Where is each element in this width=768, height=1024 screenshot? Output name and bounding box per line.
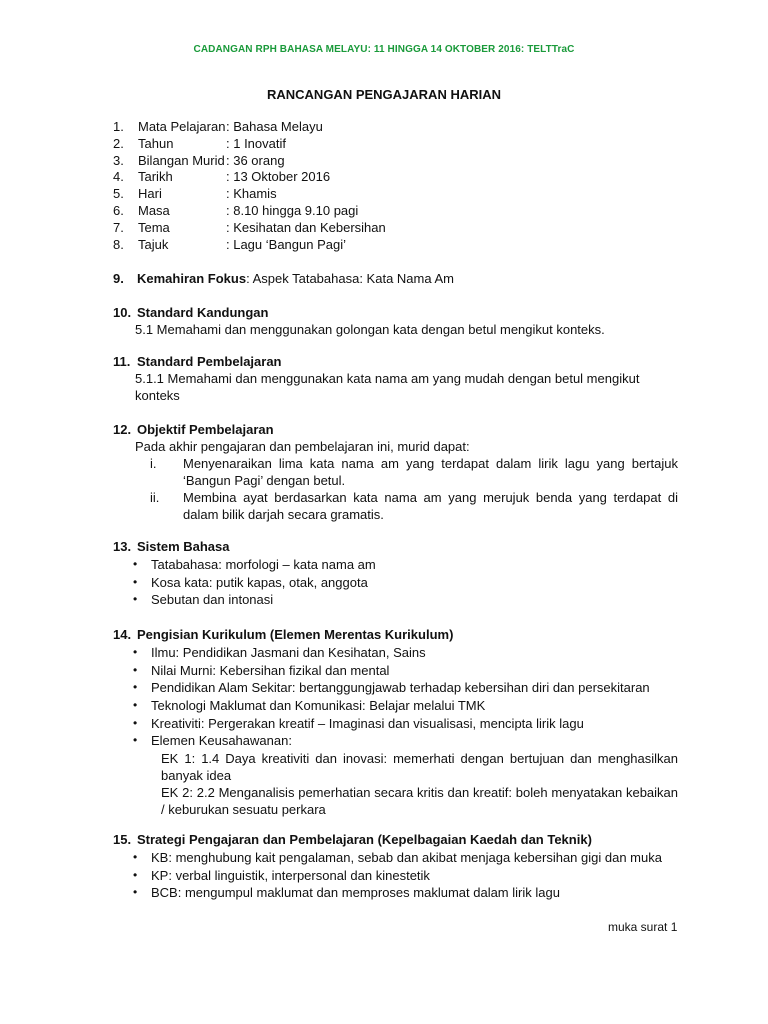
list-item: • KP: verbal linguistik, interpersonal dan kinestetik	[113, 867, 678, 885]
list-item: • Kreativiti: Pergerakan kreatif – Imaginasi dan visualisasi, mencipta lirik lagu	[113, 715, 678, 733]
section-learning-objectives: 12. Objektif Pembelajaran Pada akhir pengajaran dan pembelajaran ini, murid dapat: i. Menyenaraikan lima kata nama am yang terdapat dalam lirik lagu yang bertajuk ‘Bangun Pagi’ dengan betul. ii. Membina ayat berdasarkan kata nama am yang merujuk benda yang terdapat di dalam bilik darjah secara gramatis.	[113, 422, 678, 522]
section-title: Standard Kandungan	[137, 305, 269, 320]
list-item: • Kosa kata: putik kapas, otak, anggota	[113, 574, 678, 592]
section-teaching-strategy: 15. Strategi Pengajaran dan Pembelajaran (Kepelbagaian Kaedah dan Teknik) • KB: menghubung kait pengalaman, sebab dan akibat menjaga kebersihan gigi dan muka • KP: verbal linguistik, interpersonal dan kinestetik • BCB: mengumpul maklumat dan memproses maklumat dalam lirik lagu	[113, 831, 678, 902]
section-text-line-2: konteks	[135, 388, 180, 403]
bullet-icon: •	[133, 592, 138, 607]
list-item: • Nilai Murni: Kebersihan fizikal dan mental	[113, 662, 678, 680]
list-item: • KB: menghubung kait pengalaman, sebab dan akibat menjaga kebersihan gigi dan muka	[113, 849, 678, 867]
bullet-icon: •	[133, 867, 138, 882]
bullet-icon: •	[133, 698, 138, 713]
bullet-list	[113, 849, 678, 902]
list-item: • Elemen Keusahawanan:	[113, 732, 678, 750]
bullet-icon: •	[133, 850, 138, 864]
bullet-list	[113, 644, 678, 750]
info-row-pupils: 3. Bilangan Murid : 36 orang	[113, 152, 285, 168]
bullet-icon: •	[133, 645, 138, 659]
section-title: Pengisian Kurikulum (Elemen Merentas Kurikulum)	[137, 627, 454, 642]
bullet-icon: •	[133, 885, 138, 900]
objective-item: ii. Membina ayat berdasarkan kata nama am yang merujuk benda yang terdapat di dalam bilik darjah secara gramatis.	[150, 490, 678, 522]
info-row-subject: 1. Mata Pelajaran : Bahasa Melayu	[113, 119, 323, 134]
bullet-icon: •	[133, 715, 138, 730]
lesson-info-list	[113, 118, 673, 252]
bullet-icon: •	[133, 733, 138, 748]
info-row-date: 4. Tarikh : 13 Oktober 2016	[113, 169, 331, 185]
list-item: • Teknologi Maklumat dan Komunikasi: Belajar melalui TMK	[113, 697, 678, 715]
list-item: • Ilmu: Pendidikan Jasmani dan Kesihatan, Sains	[113, 644, 678, 662]
list-item: • Tatabahasa: morfologi – kata nama am	[113, 556, 678, 574]
list-item: • BCB: mengumpul maklumat dan memproses maklumat dalam lirik lagu	[113, 884, 678, 902]
section-title: Standard Pembelajaran	[137, 354, 282, 369]
page-number: muka surat 1	[608, 920, 678, 934]
section-language-system: 13. Sistem Bahasa • Tatabahasa: morfologi – kata nama am • Kosa kata: putik kapas, otak, anggota • Sebutan dan intonasi	[113, 538, 678, 609]
info-row-theme: 7. Tema : Kesihatan dan Kebersihan	[113, 219, 386, 235]
list-item: • Sebutan dan intonasi	[113, 591, 678, 609]
info-row-topic: 8. Tajuk : Lagu ‘Bangun Pagi’	[113, 236, 346, 252]
objective-item: i. Menyenaraikan lima kata nama am yang terdapat dalam lirik lagu yang bertajuk ‘Bangun Pagi’ dengan betul.	[150, 456, 678, 488]
section-title: Objektif Pembelajaran	[137, 422, 274, 437]
section-value: : Aspek Tatabahasa: Kata Nama Am	[246, 271, 454, 286]
document-title: RANCANGAN PENGAJARAN HARIAN	[266, 87, 501, 102]
section-title: Sistem Bahasa	[137, 539, 230, 554]
bullet-icon: •	[133, 662, 138, 677]
section-focus-skill: 9. Kemahiran Fokus : Aspek Tatabahasa: Kata Nama Am	[113, 271, 454, 286]
list-item: • Pendidikan Alam Sekitar: bertanggungjawab terhadap kebersihan diri dan persekitaran	[113, 679, 678, 697]
section-curriculum-elements: 14. Pengisian Kurikulum (Elemen Merentas Kurikulum) • Ilmu: Pendidikan Jasmani dan Kesihatan, Sains • Nilai Murni: Kebersihan fizikal dan mental • Pendidikan Alam Sekitar: bertanggungjawab terhadap kebersihan diri dan persekitaran • Teknologi Maklumat dan Komunikasi: Belajar melalui TMK • Kreativiti: Pergerakan kreatif – Imaginasi dan visualisasi, mencipta lirik lagu • Elemen Keusahawanan: EK 1: 1.4 Daya kreativiti dan inovasi: memerhati dengan bertujuan dan menghasilkan banyak idea EK 2: 2.2 Menganalisis pemerhatian secara kritis dan kreatif: boleh menyatakan kebaikan / keburukan sesuatu perkara	[113, 627, 678, 818]
info-row-time: 6. Masa : 8.10 hingga 9.10 pagi	[113, 202, 359, 218]
page-header: CADANGAN RPH BAHASA MELAYU: 11 HINGGA 14 OKTOBER 2016: TELTTraC	[193, 44, 575, 55]
entrepreneurship-item-2: EK 2: 2.2 Menganalisis pemerhatian secara kritis dan kreatif: boleh menyatakan kebaikan / keburukan sesuatu perkara	[161, 785, 678, 818]
section-title: Kemahiran Fokus	[137, 271, 247, 286]
bullet-list	[113, 556, 678, 609]
bullet-icon: •	[133, 557, 138, 571]
section-text: 5.1 Memahami dan menggunakan golongan kata dengan betul mengikut konteks.	[135, 322, 605, 337]
entrepreneurship-item-1: EK 1: 1.4 Daya kreativiti dan inovasi: memerhati dengan bertujuan dan menghasilkan banyak idea	[161, 751, 678, 784]
section-title: Strategi Pengajaran dan Pembelajaran (Kepelbagaian Kaedah dan Teknik)	[137, 832, 592, 847]
section-intro: Pada akhir pengajaran dan pembelajaran ini, murid dapat:	[135, 439, 470, 454]
bullet-icon: •	[133, 680, 138, 695]
section-text-line-1: 5.1.1 Memahami dan menggunakan kata nama am yang mudah dengan betul mengikut	[135, 371, 640, 386]
info-row-year: 2. Tahun : 1 Inovatif	[113, 135, 286, 151]
info-row-day: 5. Hari : Khamis	[113, 186, 277, 202]
bullet-icon: •	[133, 574, 138, 589]
section-content-standard: 10. Standard Kandungan 5.1 Memahami dan menggunakan golongan kata dengan betul mengikut konteks.	[113, 304, 678, 338]
section-learning-standard: 11. Standard Pembelajaran 5.1.1 Memahami dan menggunakan kata nama am yang mudah dengan betul mengikut konteks	[113, 353, 678, 404]
